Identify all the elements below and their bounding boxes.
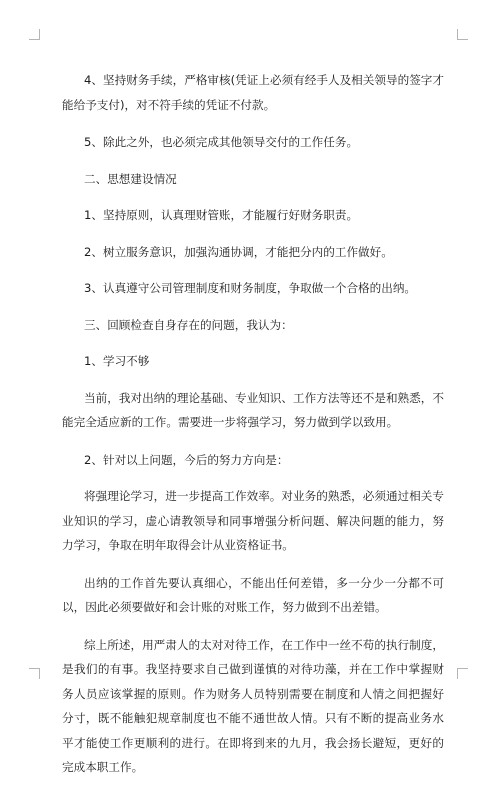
list-item-learning: 1、学习不够 bbox=[84, 354, 150, 368]
paragraph-finance-procedures: 4、坚持财务手续，严格审核(凭证上必须有经手人及相关领导的签字才能给予支付)，对不符手续的凭证不付款。 bbox=[62, 73, 444, 112]
section-heading-ideology: 二、思想建设情况 bbox=[84, 171, 177, 186]
list-item-direction: 2、针对以上问题，今后的努力方向是： bbox=[84, 452, 289, 467]
crop-mark-top-left bbox=[29, 29, 40, 40]
list-item-principles: 1、坚持原则，认真理财管账，才能履行好财务职责。 bbox=[84, 208, 359, 222]
list-item-compliance: 3、认真遵守公司管理制度和财务制度，争取做一个合格的出纳。 bbox=[84, 281, 417, 295]
paragraph-current-state: 当前，我对出纳的理论基础、专业知识、工作方法等还不是和熟悉，不能完全适应新的工作。需要进一步将强学习，努力做到学以致用。 bbox=[62, 390, 444, 429]
list-item-service: 2、树立服务意识，加强沟通协调，才能把分内的工作做好。 bbox=[84, 244, 393, 259]
paragraph-conclusion: 综上所述，用严肃人的太对对待工作，在工作中一丝不苟的执行制度，是我们的有事。我坚持要求自己做到谨慎的对待功藻，并在工作中掌握财务人员应该掌握的原则。作为财务人员特别需要在制度和人情之间把握好分寸，既不能触犯规章制度也不能不通世故人情。只有不断的提高业务水平才能使工作更顺利的进行。在即将到来的九月，我会扬长避短，更好的完成本职工作。 bbox=[62, 637, 444, 774]
paragraph-theory-study: 将强理论学习，进一步提高工作效率。对业务的熟悉，必须通过相关专业知识的学习，虚心请教领导和同事增强分析问题、解决问题的能力，努力学习，争取在明年取得会计从业资格证书。 bbox=[62, 489, 444, 552]
crop-mark-bottom-right bbox=[457, 668, 468, 679]
section-heading-review: 三、回顾检查自身存在的问题，我认为： bbox=[84, 317, 293, 332]
crop-mark-top-right bbox=[457, 29, 468, 40]
crop-mark-bottom-left bbox=[29, 668, 40, 679]
paragraph-cashier-care: 出纳的工作首先要认真细心，不能出任何差错，多一分少一分都不可以，因此必须要做好和会计账的对账工作，努力做到不出差错。 bbox=[62, 575, 444, 614]
document-body bbox=[62, 68, 444, 793]
paragraph-other-tasks: 5、除此之外，也必须完成其他领导交付的工作任务。 bbox=[84, 135, 359, 149]
